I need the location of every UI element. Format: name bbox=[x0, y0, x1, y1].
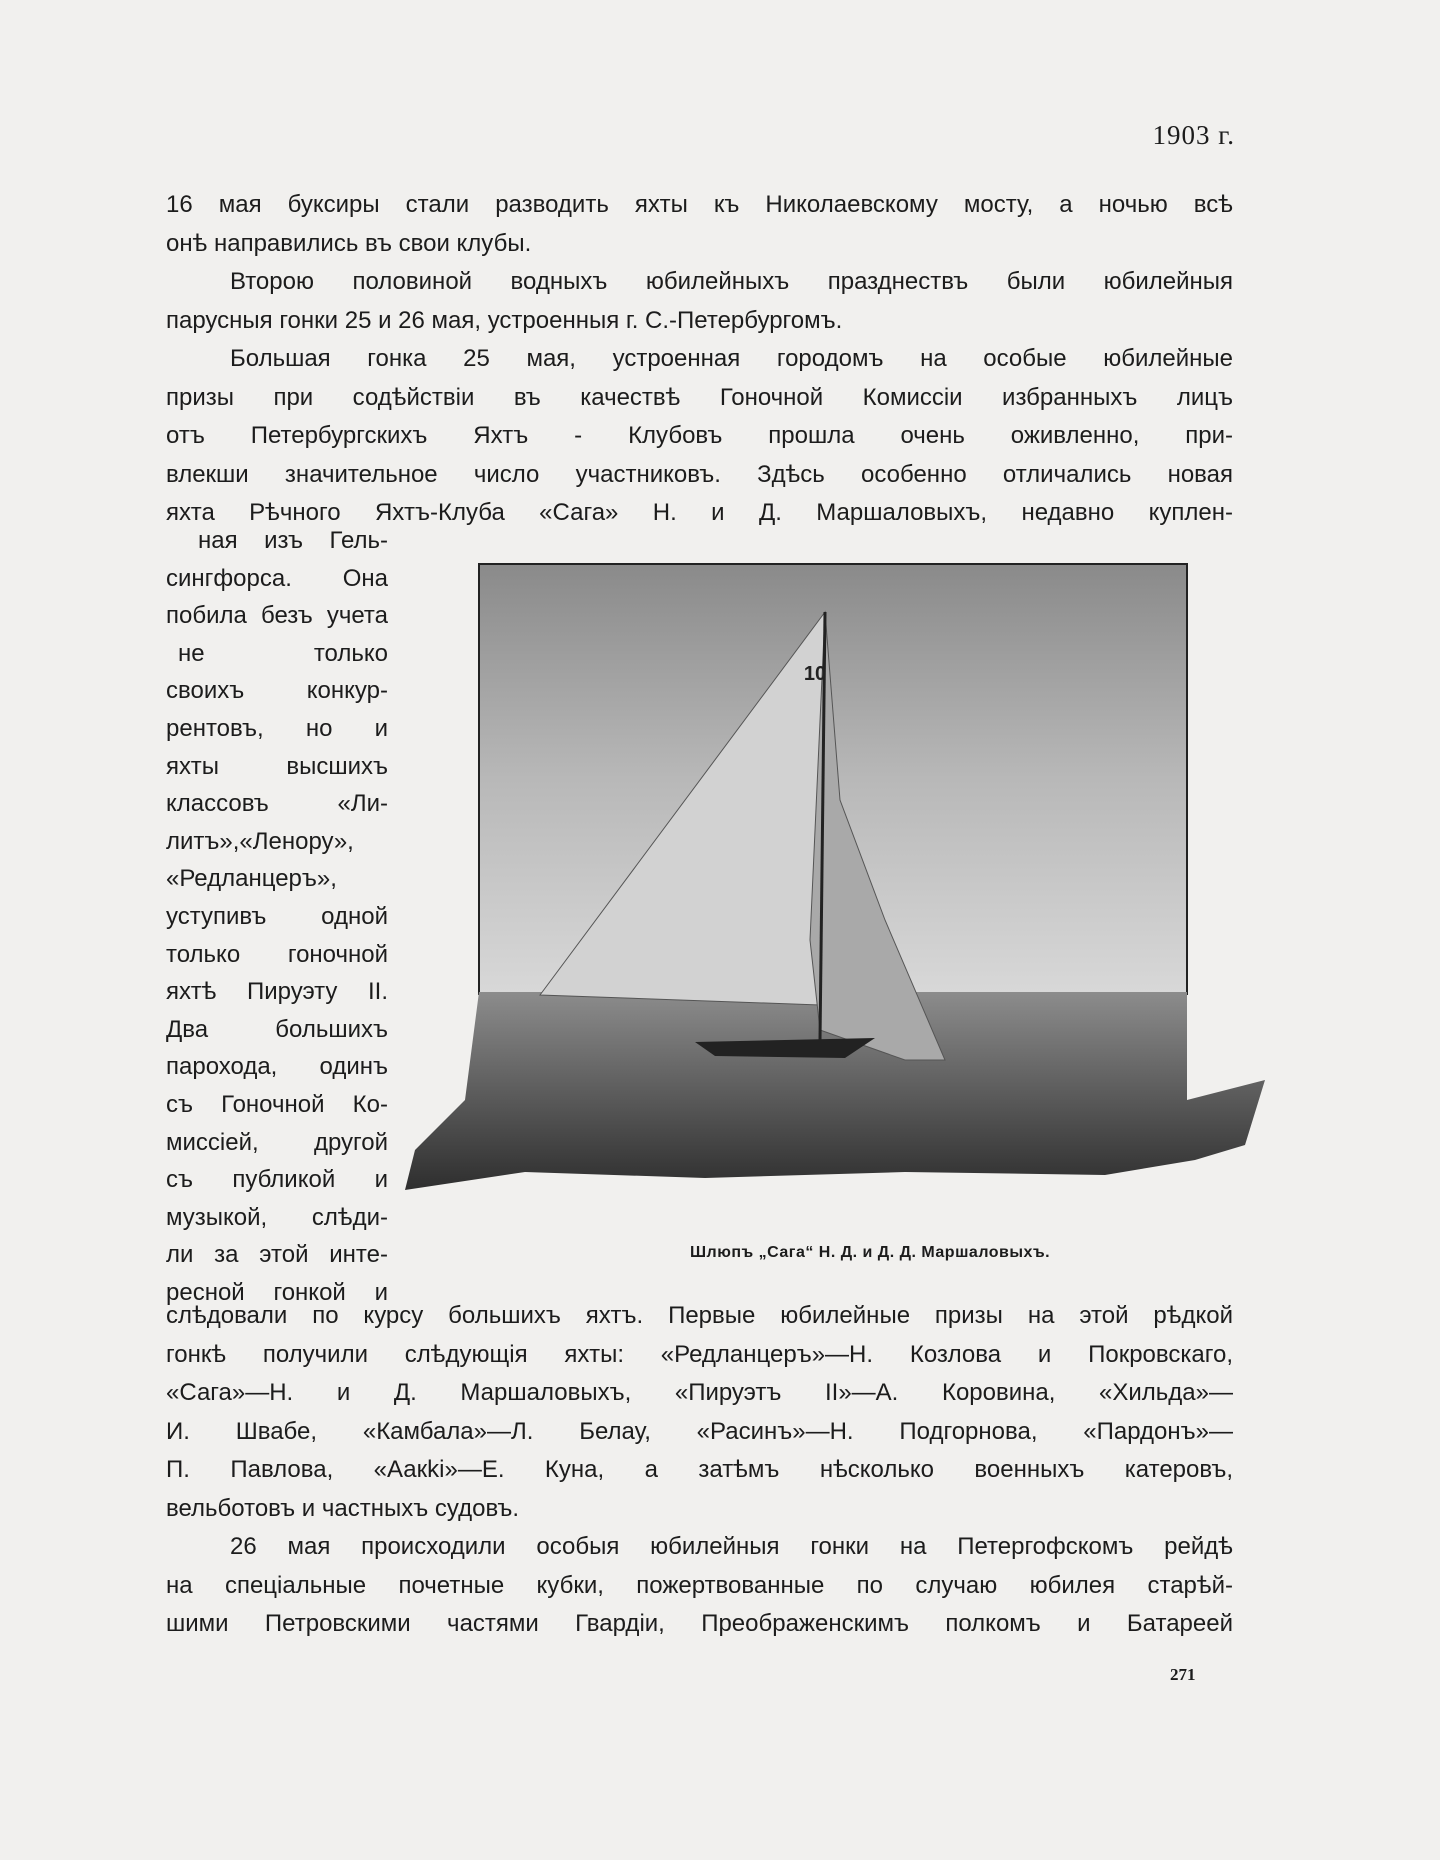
top-paragraphs bbox=[166, 186, 1233, 533]
running-header-year: 1903 г. bbox=[1152, 120, 1235, 150]
wrapped-column bbox=[166, 522, 388, 1311]
text-line: гонкѣ получили слѣдующія яхты: «Редланцеръ»—Н. Козлова и Покровскаго, bbox=[166, 1340, 1233, 1368]
column-line: побила безъ учета bbox=[166, 602, 388, 630]
text-line: П. Павлова, «Аакki»—Е. Куна, а затѣмъ нѣсколько военныхъ катеровъ, bbox=[166, 1456, 1233, 1483]
column-line: съ Гоночной Ко- bbox=[166, 1090, 388, 1118]
column-line: сингфорса. Она bbox=[166, 564, 388, 592]
column-line: только гоночной bbox=[166, 940, 388, 968]
page-number: 271 bbox=[1170, 1665, 1196, 1684]
column-line: яхты высшихъ bbox=[166, 752, 388, 780]
column-line: ная изъ Гель- bbox=[198, 527, 388, 554]
column-line: своихъ конкур- bbox=[166, 677, 388, 705]
column-line: ли за этой инте- bbox=[166, 1241, 388, 1269]
text-line: Второю половиной водныхъ юбилейныхъ празднествъ были юбилейныя bbox=[230, 268, 1233, 295]
text-line: 26 мая происходили особыя юбилейныя гонки на Петергофскомъ рейдѣ bbox=[230, 1533, 1233, 1560]
column-line: «Редланцеръ», bbox=[166, 865, 337, 893]
column-line: съ публикой и bbox=[166, 1166, 388, 1194]
text-line: И. Швабе, «Камбала»—Л. Белау, «Расинъ»—Н. Подгорнова, «Пардонъ»— bbox=[166, 1417, 1233, 1445]
text-line: вельботовъ и частныхъ судовъ. bbox=[166, 1494, 520, 1522]
bottom-paragraphs bbox=[166, 1297, 1233, 1644]
column-line: миссіей, другой bbox=[166, 1128, 388, 1156]
column-line: яхтѣ Пируэту II. bbox=[166, 978, 388, 1006]
text-line: яхта Рѣчного Яхтъ-Клуба «Сага» Н. и Д. Маршаловыхъ, недавно куплен- bbox=[166, 499, 1233, 526]
yacht-photograph bbox=[405, 560, 1265, 1190]
column-line: литъ»,«Ленору», bbox=[166, 827, 354, 855]
text-line: слѣдовали по курсу большихъ яхтъ. Первые юбилейные призы на этой рѣдкой bbox=[166, 1302, 1233, 1329]
column-line: ресной гонкой и bbox=[166, 1278, 388, 1306]
text-line: на спеціальные почетные кубки, пожертвованные по случаю юбилея старѣй- bbox=[166, 1571, 1233, 1599]
text-line: 16 мая буксиры стали разводить яхты къ Николаевскому мосту, а ночью всѣ bbox=[166, 191, 1233, 218]
text-line: «Сага»—Н. и Д. Маршаловыхъ, «Пируэтъ II»—А. Коровина, «Хильда»— bbox=[166, 1379, 1233, 1406]
sail-number: 10 bbox=[803, 663, 827, 685]
text-line: онѣ направились въ свои клубы. bbox=[166, 229, 532, 257]
photo-caption: Шлюпъ „Сага“ Н. Д. и Д. Д. Маршаловыхъ. bbox=[689, 1244, 1051, 1261]
column-line: рентовъ, но и bbox=[166, 714, 388, 742]
column-line: парохода, одинъ bbox=[166, 1053, 388, 1081]
text-line: Большая гонка 25 мая, устроенная городомъ на особые юбилейные bbox=[230, 345, 1233, 372]
text-line: отъ Петербургскихъ Яхтъ - Клубовъ прошла очень оживленно, при- bbox=[166, 422, 1233, 449]
text-line: влекши значительное число участниковъ. Здѣсь особенно отличались новая bbox=[166, 460, 1233, 488]
column-line: не только bbox=[178, 639, 388, 667]
text-line: шими Петровскими частями Гвардіи, Преображенскимъ полкомъ и Батареей bbox=[166, 1610, 1233, 1637]
text-line: призы при содѣйствіи въ качествѣ Гоночной Комиссіи избранныхъ лицъ bbox=[166, 383, 1233, 411]
text-line: парусныя гонки 25 и 26 мая, устроенныя г. С.-Петербургомъ. bbox=[166, 306, 843, 334]
column-line: классовъ «Ли- bbox=[166, 790, 388, 818]
column-line: музыкой, слѣди- bbox=[166, 1203, 388, 1231]
column-line: уступивъ одной bbox=[166, 902, 388, 930]
column-line: Два большихъ bbox=[166, 1015, 388, 1043]
